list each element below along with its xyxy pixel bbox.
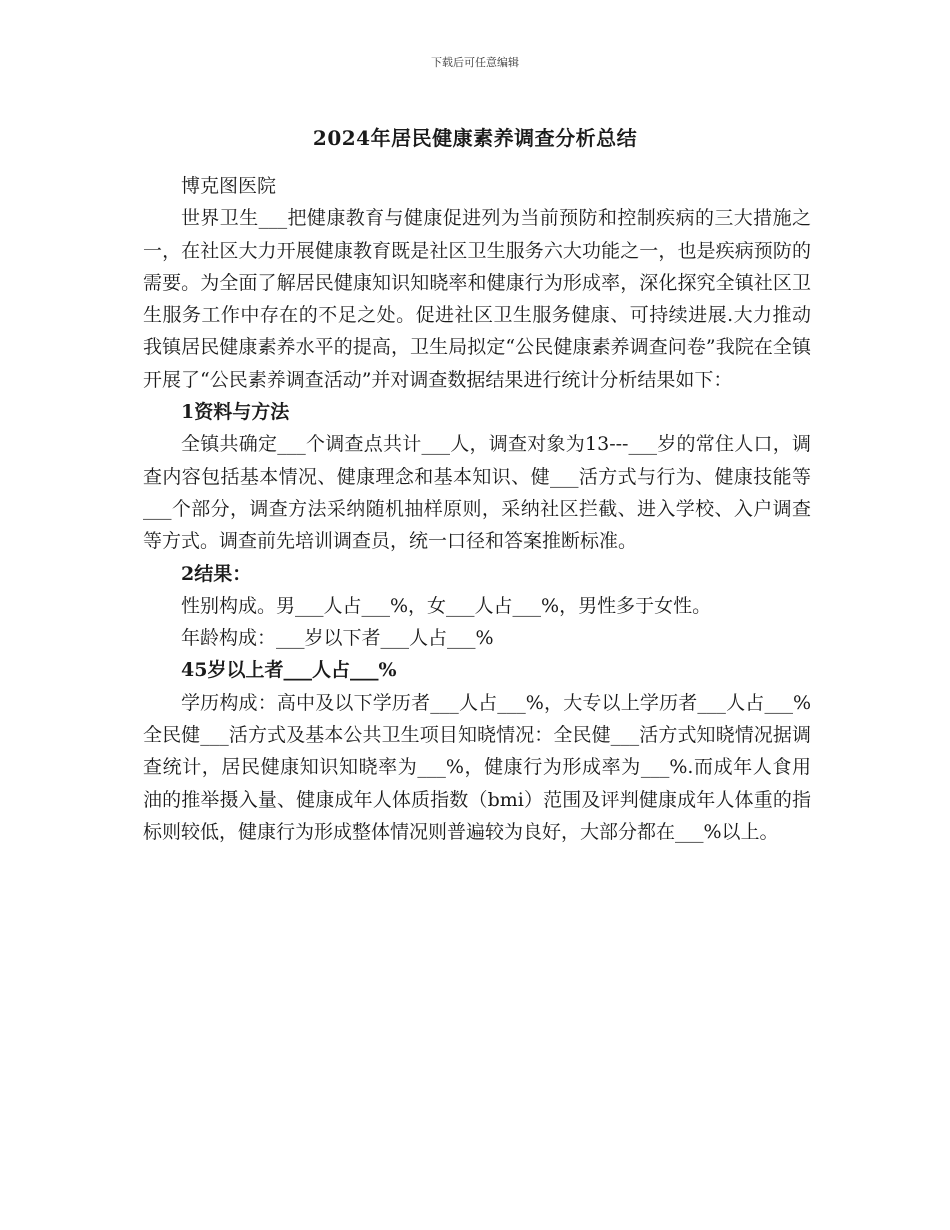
section2-heading: 2结果： bbox=[181, 562, 252, 585]
header-note: 下载后可任意编辑 bbox=[431, 56, 519, 69]
document-body bbox=[143, 170, 811, 848]
section1-paragraph: 全镇共确定___个调查点共计___人，调查对象为13---___岁的常住人口，调查内容包括基本情况、健康理念和基本知识、健___活方式与行为、健康技能等___个部分，调查方法采纳随机抽样原则，采纳社区拦截、进入学校、入户调查等方式。调查前先培训调查员，统一口径和答案推断标准。 bbox=[143, 433, 811, 553]
intro-paragraph: 世界卫生___把健康教育与健康促进列为当前预防和控制疾病的三大措施之一，在社区大力开展健康教育既是社区卫生服务六大功能之一，也是疾病预防的需要。为全面了解居民健康知识知晓率和健康行为形成率，深化探究全镇社区卫生服务工作中存在的不足之处。促进社区卫生服务健康、可持续进展.大力推动我镇居民健康素养水平的提高，卫生局拟定“公民健康素养调查问卷”我院在全镇开展了“公民素养调查活动”并对调查数据结果进行统计分析结果如下： bbox=[143, 207, 811, 391]
education-paragraph: 学历构成：高中及以下学历者___人占___%，大专以上学历者___人占___%全民健___活方式及基本公共卫生项目知晓情况：全民健___活方式知晓情况据调查统计，居民健康知识知晓率为___%，健康行为形成率为___%.而成年人食用油的推举摄入量、健康成年人体质指数（bmi）范围及评判健康成年人体重的指标则较低，健康行为形成整体情况则普遍较为良好，大部分都在___%以上。 bbox=[143, 691, 811, 843]
section1-heading: 1资料与方法 bbox=[181, 401, 290, 424]
gender-line: 性别构成。男___人占___%，女___人占___%，男性多于女性。 bbox=[181, 594, 712, 617]
age-line: 年龄构成：___岁以下者___人占___% bbox=[181, 627, 494, 650]
document-title: 2024年居民健康素养调查分析总结 bbox=[312, 126, 638, 150]
author-line: 博克图医院 bbox=[181, 175, 277, 197]
age-over-line: 45岁以上者___人占___% bbox=[181, 659, 397, 682]
